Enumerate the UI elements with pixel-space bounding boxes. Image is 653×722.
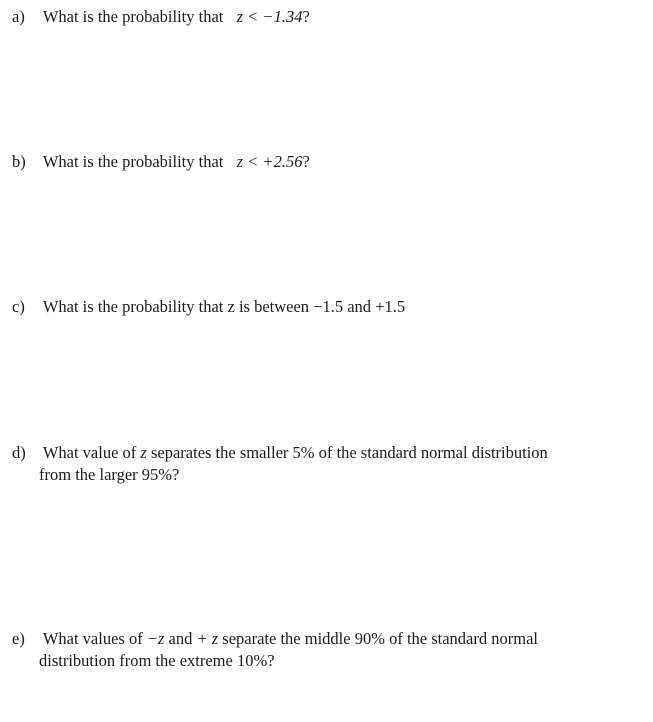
question-c-value-1: −1.5	[313, 297, 344, 316]
question-c-value-2: +1.5	[375, 297, 406, 316]
question-d-pre: What value of	[42, 443, 137, 462]
question-a-label: a)	[12, 7, 25, 26]
question-d-line2: from the larger 95%?	[39, 465, 180, 484]
question-c-label: c)	[12, 297, 25, 316]
question-e-label: e)	[12, 629, 25, 648]
question-c	[12, 296, 612, 318]
question-b-text: What is the probability that	[42, 152, 224, 171]
question-c-text: What is the probability that z is between	[42, 297, 310, 316]
question-b-math: z < +2.56	[236, 152, 303, 171]
question-c-and: and	[347, 297, 372, 316]
question-e-post: separate the middle 90% of the standard normal	[222, 629, 538, 648]
question-e-line2: distribution from the extreme 10%?	[39, 651, 275, 670]
question-d-post: separates the smaller 5% of the standard normal distribution	[150, 443, 548, 462]
question-b-end: ?	[302, 152, 310, 171]
question-e-and: and	[168, 629, 193, 648]
question-e-pos: + z	[196, 629, 219, 648]
question-a-text: What is the probability that	[42, 7, 224, 26]
question-e-pre: What values of	[42, 629, 143, 648]
question-d	[12, 442, 612, 486]
question-e	[12, 628, 612, 672]
question-b	[12, 151, 612, 173]
question-d-label: d)	[12, 443, 26, 462]
question-a-end: ?	[302, 7, 310, 26]
question-a-math: z < −1.34	[236, 7, 303, 26]
question-d-var: z	[140, 443, 147, 462]
question-a	[12, 6, 612, 28]
question-e-neg: −z	[146, 629, 165, 648]
question-b-label: b)	[12, 152, 26, 171]
